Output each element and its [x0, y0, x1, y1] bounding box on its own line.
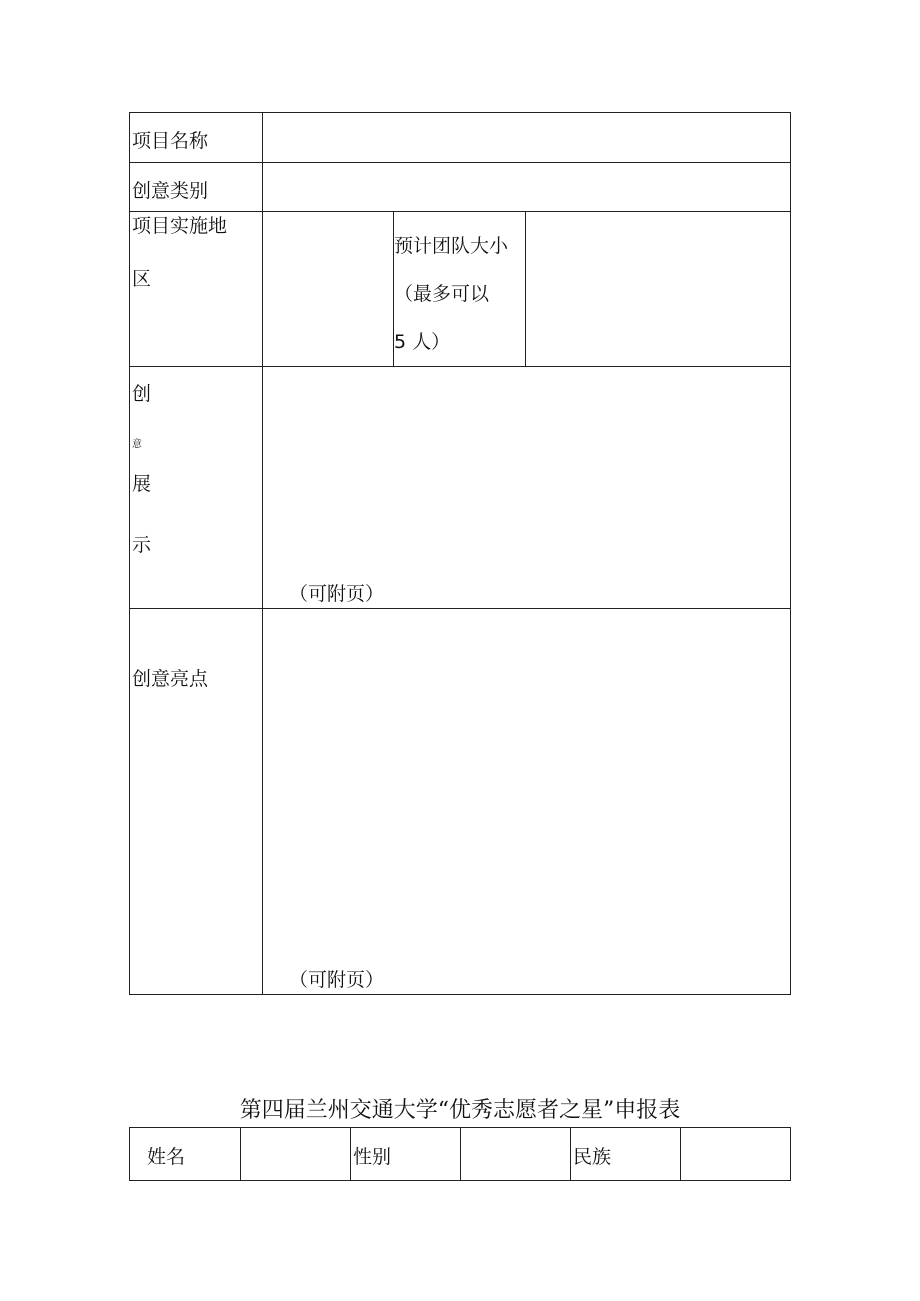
gender-label: 性别 [353, 1146, 392, 1168]
team-size-line2: （最多可以 [394, 283, 490, 305]
showcase-label-cell [130, 367, 263, 609]
showcase-char-3: 展 [132, 473, 152, 495]
region-label-line2: 区 [132, 268, 152, 290]
name-label-cell [130, 1128, 241, 1181]
highlights-field[interactable] [263, 609, 791, 995]
region-label-cell [130, 212, 263, 367]
category-label: 创意类别 [132, 180, 209, 202]
name-label: 姓名 [147, 1146, 186, 1168]
project-name-label-cell [130, 113, 263, 163]
project-name-label: 项目名称 [132, 130, 209, 152]
gender-label-cell [351, 1128, 461, 1181]
showcase-attach-note: （可附页） [289, 583, 385, 605]
region-field[interactable] [263, 212, 394, 367]
team-size-line1: 预计团队大小 [394, 235, 509, 257]
team-size-line3: 5 人） [394, 331, 451, 353]
ethnicity-field[interactable] [681, 1128, 791, 1181]
region-label-line1: 项目实施地 [132, 215, 228, 237]
highlights-label-cell [130, 609, 263, 995]
team-size-label-cell [394, 212, 526, 367]
ethnicity-label: 民族 [573, 1146, 612, 1168]
project-info-table [129, 112, 791, 995]
applicant-info-table [129, 1127, 791, 1181]
highlights-attach-note: （可附页） [289, 969, 385, 991]
gender-field[interactable] [461, 1128, 571, 1181]
application-form-title: 第四届兰州交通大学“优秀志愿者之星”申报表 [239, 1098, 681, 1123]
category-field[interactable] [263, 163, 791, 212]
showcase-char-4: 示 [132, 534, 152, 556]
highlights-label: 创意亮点 [132, 668, 209, 690]
name-field[interactable] [241, 1128, 351, 1181]
showcase-field[interactable] [263, 367, 791, 609]
team-size-field[interactable] [526, 212, 791, 367]
showcase-char-2: 意 [132, 439, 142, 450]
showcase-char-1: 创 [132, 383, 152, 405]
ethnicity-label-cell [571, 1128, 681, 1181]
project-name-field[interactable] [263, 113, 791, 163]
